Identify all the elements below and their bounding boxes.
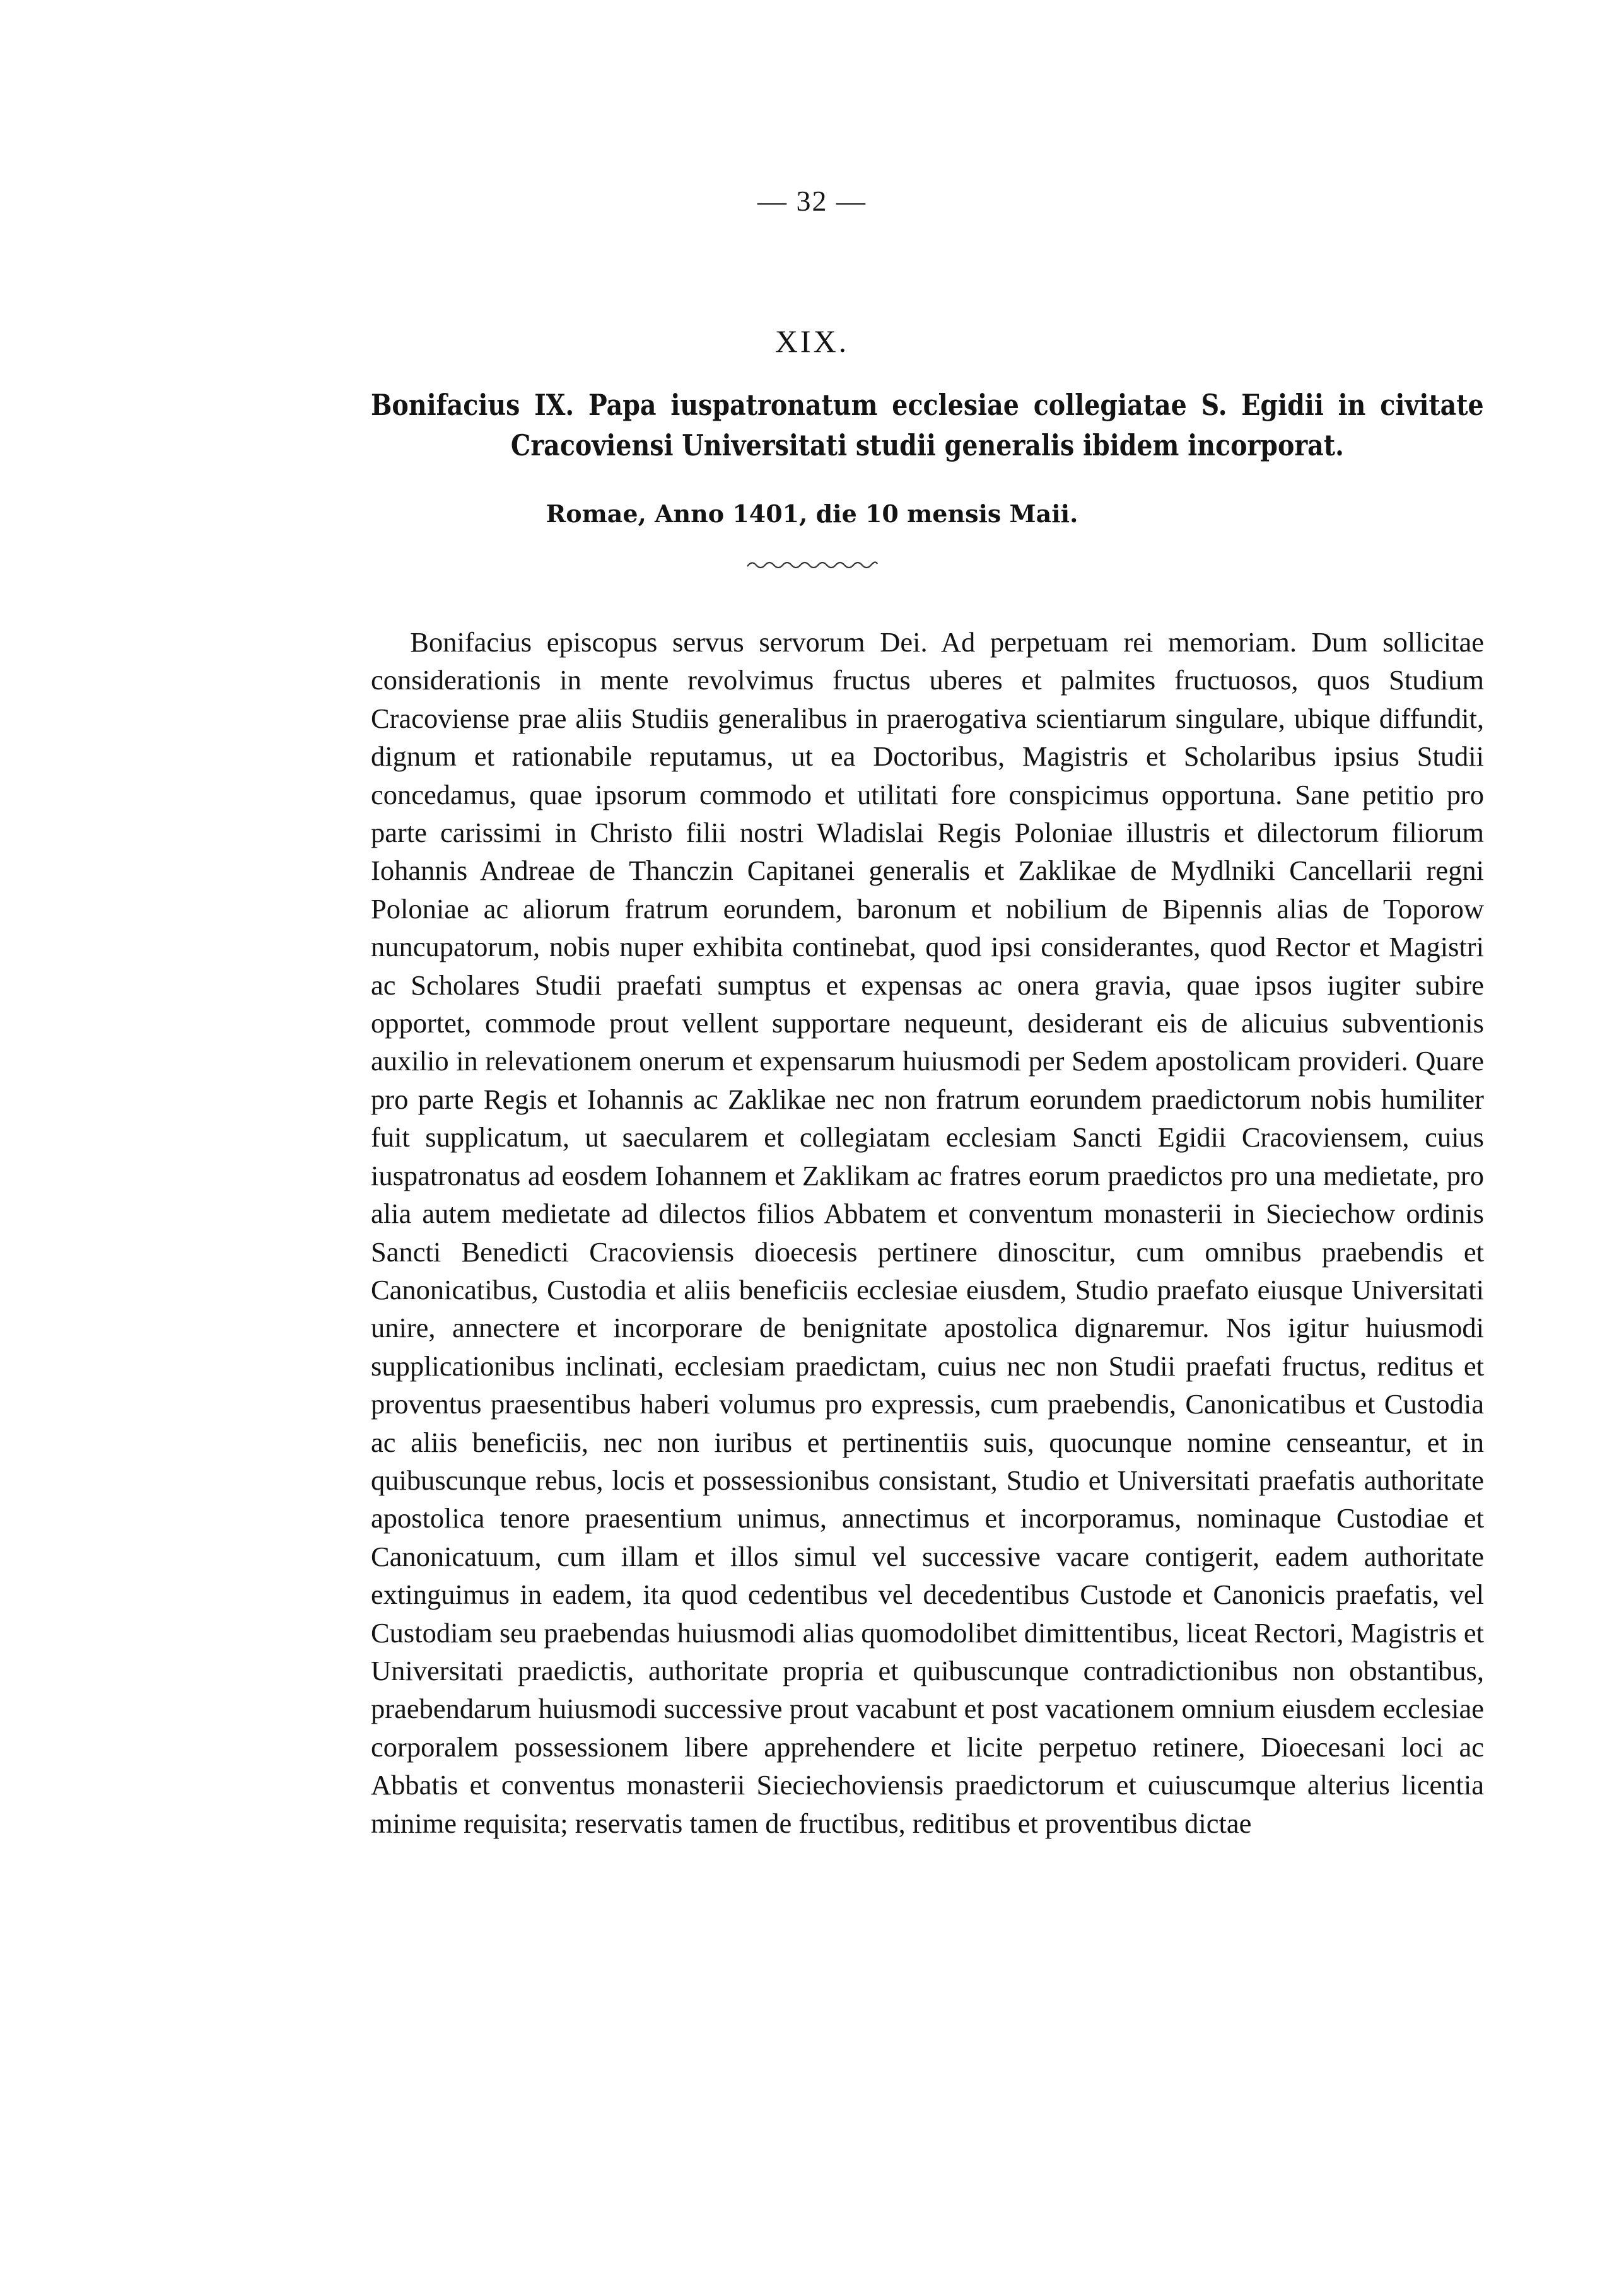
wavy-rule-ornament — [0, 558, 1624, 574]
wavy-rule-icon — [746, 558, 879, 571]
document-heading: Bonifacius IX. Papa iuspatronatum ecclesiae collegiatae S. Egidii in civitate Cracoviensi Universitati studii generalis ibidem incorporat. — [371, 388, 1484, 462]
page-number: — 32 — — [757, 185, 867, 217]
dateline: Romae, Anno 1401, die 10 mensis Maii. — [546, 499, 1078, 528]
document-body-text: Bonifacius episcopus servus servorum Dei. Ad perpetuam rei memoriam. Dum sollicitae considerationis in mente revolvimus fructus uberes et palmites fructuosos, quos Studium Cracoviense prae aliis Studiis generalibus in praerogativa scientiarum singulare, ubique diffundit, dignum et rationabile reputamus, ut ea Doctoribus, Magistris et Scholaribus ipsius Studii concedamus, quae ipsorum commodo et utilitati fore conspicimus opportuna. Sane petitio pro parte carissimi in Christo filii nostri Wladislai Regis Poloniae illustris et dilectorum filiorum Iohannis Andreae de Thanczin Capitanei generalis et Zaklikae de Mydlniki Cancellarii regni Poloniae ac aliorum fratrum eorundem, baronum et nobilium de Bipennis alias de Toporow nuncupatorum, nobis nuper exhibita continebat, quod ipsi considerantes, quod Rector et Magistri ac Scholares Studii praefati sumptus et expensas ac onera gravia, quae ipsos iugiter subire opportet, commode prout vellent supportare nequeunt, desiderant eis de alicuius subventionis auxilio in relevationem onerum et expensarum huiusmodi per Sedem apostolicam provideri. Quare pro parte Regis et Iohannis ac Zaklikae nec non fratrum eorundem praedictorum nobis humiliter fuit supplicatum, ut saecularem et collegiatam ecclesiam Sancti Egidii Cracoviensem, cuius iuspatronatus ad eosdem Iohannem et Zaklikam ac fratres eorum praedictos pro una medietate, pro alia autem medietate ad dilectos filios Abbatem et conventum monasterii in Sieciechow ordinis Sancti Benedicti Cracoviensis dioecesis pertinere dinoscitur, cum omnibus praebendis et Canonicatibus, Custodia et aliis beneficiis ecclesiae eiusdem, Studio praefato eiusque Universitati unire, annectere et incorporare de benignitate apostolica dignaremur. Nos igitur huiusmodi supplicationibus inclinati, ecclesiam praedictam, cuius nec non Studii praefati fructus, reditus et proventus praesentibus haberi volumus pro expressis, cum praebendis, Canonicatibus et Custodia ac aliis beneficiis, nec non iuribus et pertinentiis suis, quocunque nomine censeantur, et in quibuscunque rebus, locis et possessionibus consistant, Studio et Universitati praefatis authoritate apostolica tenore praesentium unimus, annectimus et incorporamus, nominaque Custodiae et Canonicatuum, cum illam et illos simul vel successive vacare contigerit, eadem authoritate extinguimus in eadem, ita quod cedentibus vel decedentibus Custode et Canonicis praefatis, vel Custodiam seu praebendas huiusmodi alias quomodolibet dimittentibus, liceat Rectori, Magistris et Universitati praedictis, authoritate propria et quibuscunque contradictionibus non obstantibus, praebendarum huiusmodi successive prout vacabunt et post vacationem omnium eiusdem ecclesiae corporalem possessionem libere apprehendere et licite perpetuo retinere, Dioecesani loci ac Abbatis et conventus monasterii Sieciechoviensis praedictorum et cuiuscumque alterius licentia minime requisita; reservatis tamen de fructibus, reditibus et proventibus dictae — [371, 626, 1484, 1839]
document-number: XIX. — [774, 324, 850, 359]
